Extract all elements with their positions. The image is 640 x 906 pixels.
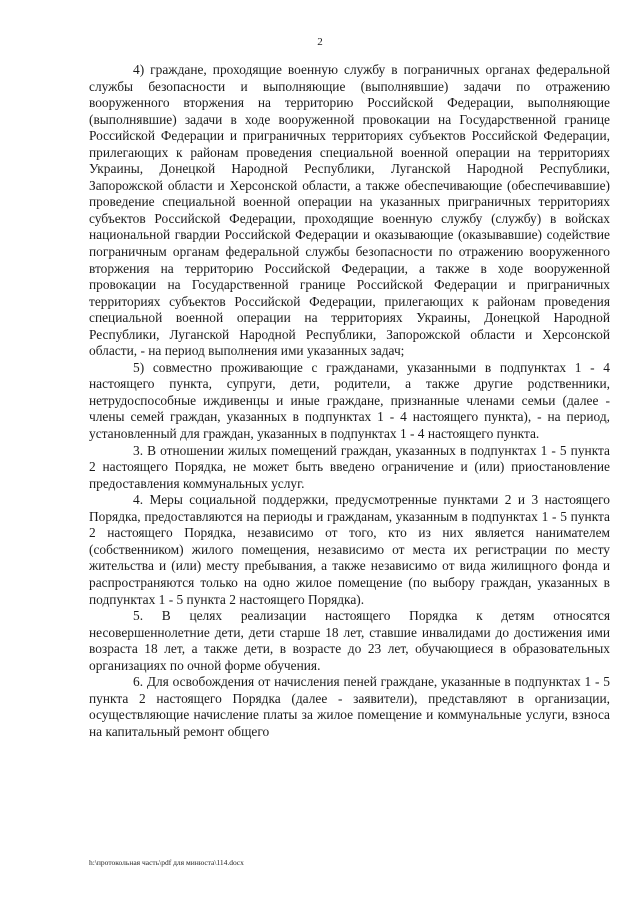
paragraph-clause-6: 6. Для освобождения от начисления пеней граждане, указанные в подпунктах 1 - 5 пункта 2 настоящего Порядка (далее - заявители), представляют в организации, осуществляющие начисление платы за жилое помещение и коммунальные услуги, взноса на капитальный ремонт общего: [89, 674, 610, 739]
footer-file-path: h:\протокольная часть\pdf для минюста\114.docx: [89, 858, 244, 867]
document-body: [89, 62, 610, 740]
page-number: 2: [317, 36, 323, 48]
paragraph-item-4: 4) граждане, проходящие военную службу в пограничных органах федеральной службы безопасности и выполняющие (выполнявшие) задачи по отражению вооруженного вторжения на территорию Российской Федерации, выполняющие (выполнявшие) задачи в ходе вооруженной провокации на Государственной границе Российской Федерации и приграничных территориях субъектов Российской Федерации, прилегающих к районам проведения специальной военной операции на территориях Украины, Донецкой Народной Республики, Луганской Народной Республики, Запорожской области и Херсонской области, а также обеспечивающие (обеспечивавшие) проведение специальной военной операции на указанных приграничных территориях субъектов Российской Федерации, проходящие военную службу (службу) в войсках национальной гвардии Российской Федерации и оказывающие (оказывавшие) содействие пограничным органам федеральной службы безопасности по отражению вооруженного вторжения на территорию Российской Федерации, а также в ходе вооруженной провокации на Государственной границе Российской Федерации и приграничных территориях субъектов Российской Федерации, прилегающих к районам проведения специальной военной операции на территориях Украины, Донецкой Народной Республики, Луганской Народной Республики, Запорожской области и Херсонской области, - на период выполнения ими указанных задач;: [89, 62, 610, 359]
paragraph-clause-4: 4. Меры социальной поддержки, предусмотренные пунктами 2 и 3 настоящего Порядка, предоставляются на периоды и гражданам, указанным в подпунктах 1 - 5 пункта 2 настоящего Порядка, независимо от того, кто из них является нанимателем (собственником) жилого помещения, независимо от места их регистрации по месту жительства и (или) месту пребывания, а также независимо от вида жилищного фонда и распространяются только на одно жилое помещение (по выбору граждан, указанных в подпунктах 1 - 5 пункта 2 настоящего Порядка).: [89, 492, 610, 607]
paragraph-item-5: 5) совместно проживающие с гражданами, указанными в подпунктах 1 - 4 настоящего пункта, супруги, дети, родители, а также другие родственники, нетрудоспособные иждивенцы и иные граждане, признанные членами семьи (далее - члены семей граждан, указанных в подпунктах 1 - 4 настоящего пункта), - на период, установленный для граждан, указанных в подпунктах 1 - 4 настоящего пункта.: [89, 359, 610, 442]
paragraph-clause-3: 3. В отношении жилых помещений граждан, указанных в подпунктах 1 - 5 пункта 2 настоящего Порядка, не может быть введено ограничение и (или) приостановление предоставления коммунальных услуг.: [89, 442, 610, 491]
paragraph-clause-5: 5. В целях реализации настоящего Порядка к детям относятся несовершеннолетние дети, дети старше 18 лет, ставшие инвалидами до достижения ими возраста 18 лет, а также дети, в возрасте до 23 лет, обучающиеся в образовательных организациях по очной форме обучения.: [89, 608, 610, 673]
